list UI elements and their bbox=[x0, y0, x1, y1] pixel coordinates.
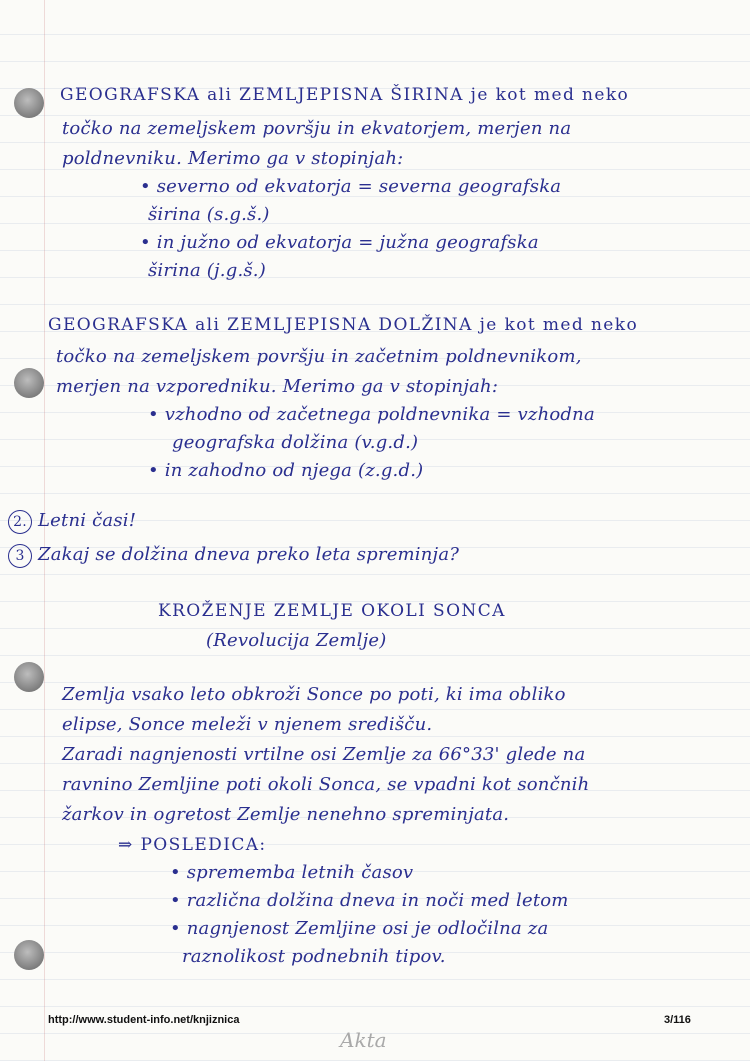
consequence-heading: ⇒ POSLEDICA: bbox=[118, 835, 267, 855]
question-number: 2. bbox=[8, 510, 32, 534]
binder-hole bbox=[14, 368, 44, 398]
question-number: 3 bbox=[8, 544, 32, 568]
longitude-bullet-cont: geografska dolžina (v.g.d.) bbox=[172, 432, 419, 453]
consequence-item-cont: raznolikost podnebnih tipov. bbox=[182, 946, 446, 967]
revolution-paragraph: Zaradi nagnjenosti vrtilne osi Zemlje za 66°33' glede na bbox=[62, 744, 586, 765]
longitude-definition-line: točko na zemeljskem površju in začetnim poldnevnikom, bbox=[56, 346, 582, 367]
latitude-definition-line: GEOGRAFSKA ali ZEMLJEPISNA ŠIRINA je kot med neko bbox=[60, 85, 630, 105]
binder-hole bbox=[14, 662, 44, 692]
longitude-definition-line: merjen na vzporedniku. Merimo ga v stopinjah: bbox=[56, 376, 499, 397]
latitude-bullet: • severno od ekvatorja = severna geografska bbox=[140, 176, 562, 197]
question-item bbox=[8, 544, 459, 568]
longitude-bullet: • in zahodno od njega (z.g.d.) bbox=[148, 460, 424, 481]
latitude-bullet: • in južno od ekvatorja = južna geografska bbox=[140, 232, 539, 253]
latitude-definition-line: poldnevniku. Merimo ga v stopinjah: bbox=[62, 148, 404, 169]
footer-url[interactable]: http://www.student-info.net/knjiznica bbox=[48, 1014, 240, 1026]
binder-hole bbox=[14, 940, 44, 970]
question-item bbox=[8, 510, 136, 534]
latitude-bullet-cont: širina (s.g.š.) bbox=[148, 204, 270, 225]
question-text: Letni časi! bbox=[38, 510, 137, 531]
page-number: 3/116 bbox=[664, 1014, 691, 1026]
revolution-paragraph: ravnino Zemljine poti okoli Sonca, se vpadni kot sončnih bbox=[62, 774, 590, 795]
consequence-item: • različna dolžina dneva in noči med letom bbox=[170, 890, 569, 911]
consequence-item: • sprememba letnih časov bbox=[170, 862, 414, 883]
akta-logo: Akta bbox=[340, 1028, 387, 1052]
longitude-bullet: • vzhodno od začetnega poldnevnika = vzhodna bbox=[148, 404, 595, 425]
question-text: Zakaj se dolžina dneva preko leta spreminja? bbox=[38, 544, 460, 565]
revolution-paragraph: žarkov in ogretost Zemlje nenehno spreminjata. bbox=[62, 804, 510, 825]
longitude-definition-line: GEOGRAFSKA ali ZEMLJEPISNA DOLŽINA je kot med neko bbox=[48, 315, 639, 335]
revolution-paragraph: Zemlja vsako leto obkroži Sonce po poti, ki ima obliko bbox=[62, 684, 566, 705]
binder-hole bbox=[14, 88, 44, 118]
consequence-item: • nagnjenost Zemljine osi je odločilna za bbox=[170, 918, 549, 939]
revolution-paragraph: elipse, Sonce meleži v njenem središču. bbox=[62, 714, 433, 735]
section-subtitle: (Revolucija Zemlje) bbox=[206, 630, 387, 651]
latitude-definition-line: točko na zemeljskem površju in ekvatorjem, merjen na bbox=[62, 118, 572, 139]
section-title: KROŽENJE ZEMLJE OKOLI SONCA bbox=[158, 601, 506, 621]
latitude-bullet-cont: širina (j.g.š.) bbox=[148, 260, 266, 281]
